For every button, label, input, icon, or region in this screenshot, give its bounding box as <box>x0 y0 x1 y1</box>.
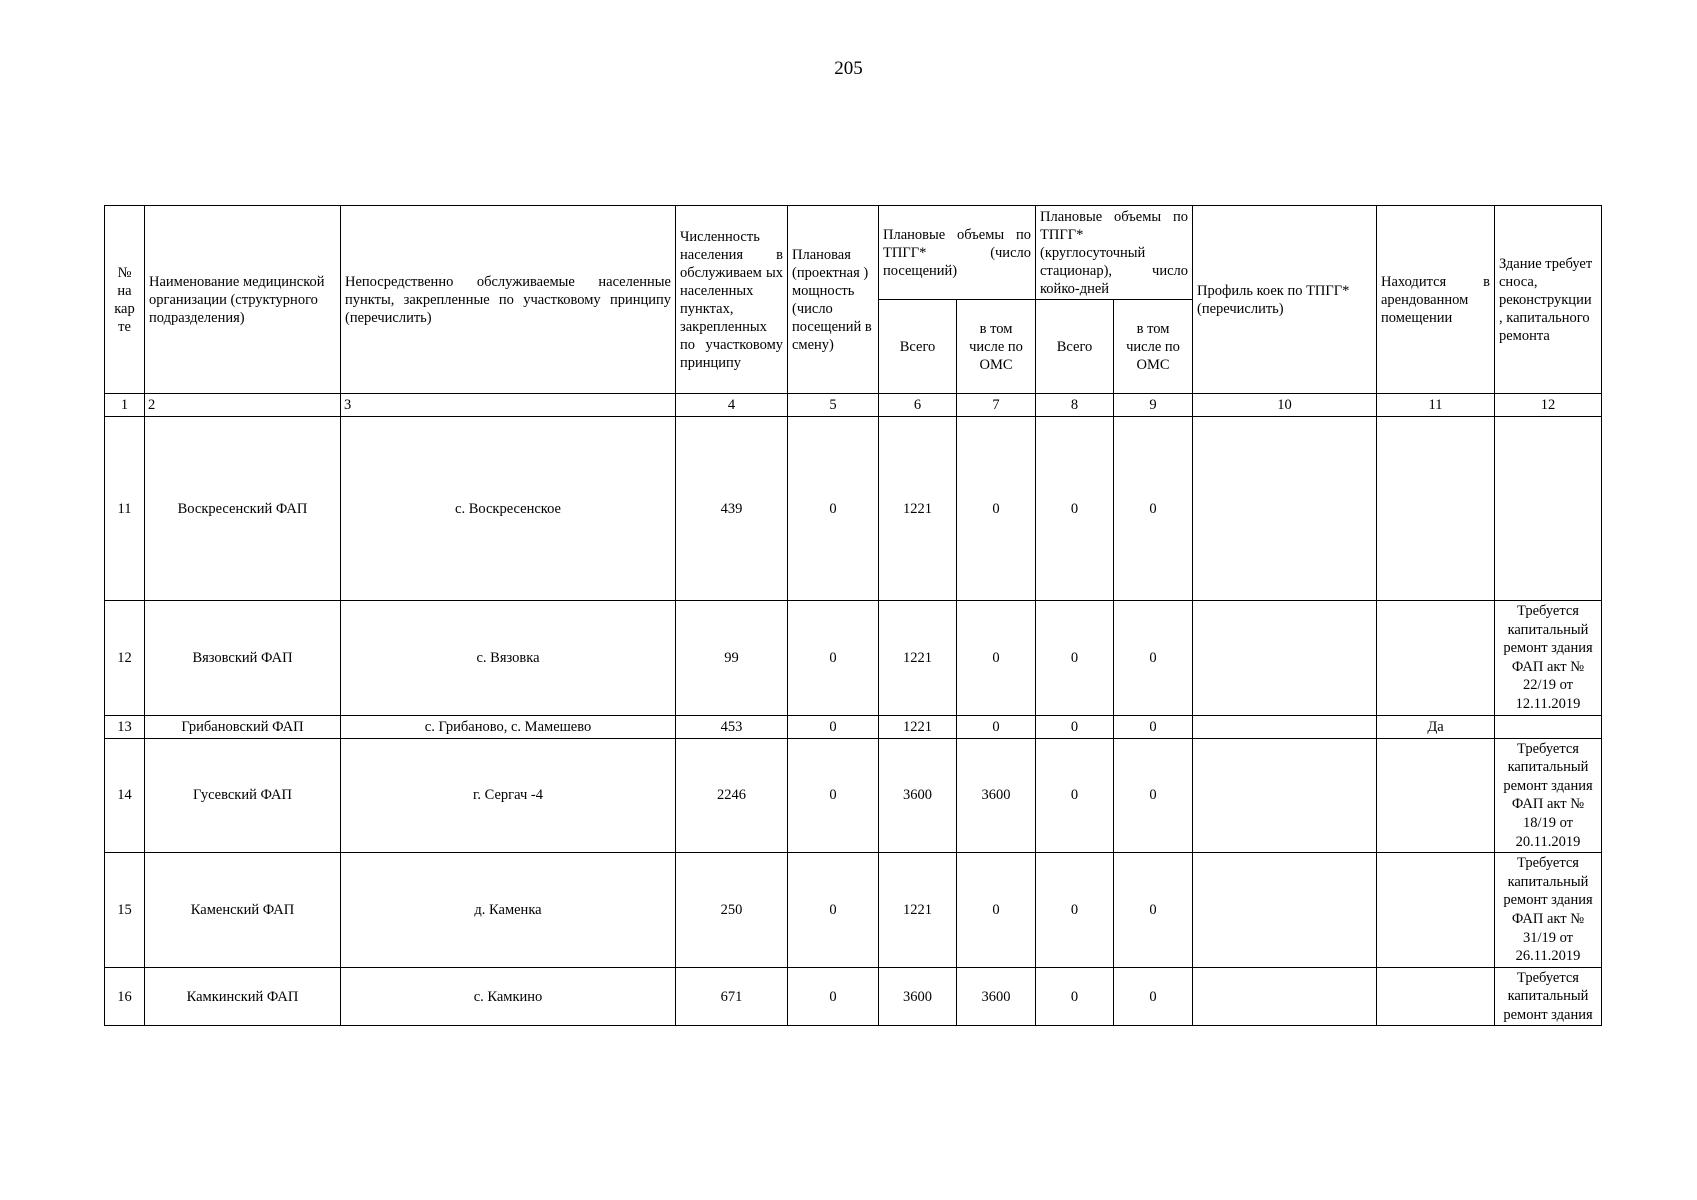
population: 2246 <box>676 738 788 853</box>
beds-oms: 0 <box>1114 601 1193 716</box>
capacity: 0 <box>788 601 879 716</box>
row-number: 14 <box>105 738 145 853</box>
header-bed-profile: Профиль коек по ТПГГ* (перечислить) <box>1193 206 1377 394</box>
organization-name: Гусевский ФАП <box>145 738 341 853</box>
bed-profile <box>1193 417 1377 601</box>
visits-oms: 0 <box>957 417 1036 601</box>
header-beds-oms: в том числе по ОМС <box>1114 300 1193 394</box>
column-number: 7 <box>957 394 1036 417</box>
visits-total: 1221 <box>879 853 957 968</box>
capacity: 0 <box>788 853 879 968</box>
visits-total: 3600 <box>879 738 957 853</box>
table-row <box>105 967 1602 1026</box>
beds-total: 0 <box>1036 601 1114 716</box>
column-number: 6 <box>879 394 957 417</box>
beds-oms: 0 <box>1114 967 1193 1026</box>
repair-note: Требуется капитальный ремонт здания <box>1495 967 1602 1026</box>
table-row <box>105 738 1602 853</box>
column-number: 1 <box>105 394 145 417</box>
visits-total: 3600 <box>879 967 957 1026</box>
column-number: 5 <box>788 394 879 417</box>
header-settlements: Непосредственно обслуживаемые населенные пункты, закрепленные по участковому принципу (перечислить) <box>341 206 676 394</box>
population: 439 <box>676 417 788 601</box>
settlements: д. Каменка <box>341 853 676 968</box>
repair-note <box>1495 417 1602 601</box>
population: 671 <box>676 967 788 1026</box>
column-number: 12 <box>1495 394 1602 417</box>
row-number: 11 <box>105 417 145 601</box>
header-map-number: № на кар те <box>105 206 145 394</box>
repair-note: Требуется капитальный ремонт здания ФАП акт № 31/19 от 26.11.2019 <box>1495 853 1602 968</box>
header-population: Численность населения в обслуживаем ых населенных пунктах, закрепленных по участковому принципу <box>676 206 788 394</box>
organization-name: Воскресенский ФАП <box>145 417 341 601</box>
column-number: 3 <box>341 394 676 417</box>
capacity: 0 <box>788 967 879 1026</box>
beds-oms: 0 <box>1114 853 1193 968</box>
column-number: 11 <box>1377 394 1495 417</box>
population: 250 <box>676 853 788 968</box>
column-number-row <box>105 394 1602 417</box>
organization-name: Грибановский ФАП <box>145 715 341 738</box>
table-row <box>105 715 1602 738</box>
header-repair: Здание требует сноса, реконструкции , капитального ремонта <box>1495 206 1602 394</box>
visits-total: 1221 <box>879 601 957 716</box>
visits-oms: 0 <box>957 601 1036 716</box>
header-visits-total: Всего <box>879 300 957 394</box>
beds-oms: 0 <box>1114 715 1193 738</box>
column-number: 8 <box>1036 394 1114 417</box>
header-capacity: Плановая (проектная ) мощность (число посещений в смену) <box>788 206 879 394</box>
organization-name: Вязовский ФАП <box>145 601 341 716</box>
table-row <box>105 853 1602 968</box>
rented <box>1377 601 1495 716</box>
row-number: 16 <box>105 967 145 1026</box>
table-row <box>105 417 1602 601</box>
column-number: 4 <box>676 394 788 417</box>
beds-total: 0 <box>1036 715 1114 738</box>
population: 99 <box>676 601 788 716</box>
bed-profile <box>1193 715 1377 738</box>
visits-total: 1221 <box>879 715 957 738</box>
settlements: с. Вязовка <box>341 601 676 716</box>
column-number: 9 <box>1114 394 1193 417</box>
facilities-table <box>104 205 1602 1026</box>
bed-profile <box>1193 853 1377 968</box>
organization-name: Каменский ФАП <box>145 853 341 968</box>
beds-total: 0 <box>1036 853 1114 968</box>
row-number: 13 <box>105 715 145 738</box>
repair-note: Требуется капитальный ремонт здания ФАП акт № 22/19 от 12.11.2019 <box>1495 601 1602 716</box>
beds-oms: 0 <box>1114 738 1193 853</box>
column-number: 10 <box>1193 394 1377 417</box>
beds-oms: 0 <box>1114 417 1193 601</box>
visits-oms: 0 <box>957 853 1036 968</box>
rented: Да <box>1377 715 1495 738</box>
visits-oms: 3600 <box>957 738 1036 853</box>
capacity: 0 <box>788 715 879 738</box>
header-row-1 <box>105 206 1602 300</box>
table-row <box>105 601 1602 716</box>
header-planned-bed-days: Плановые объемы по ТПГГ* (круглосуточный стационар), число койко-дней <box>1036 206 1193 300</box>
capacity: 0 <box>788 738 879 853</box>
settlements: г. Сергач -4 <box>341 738 676 853</box>
rented <box>1377 853 1495 968</box>
visits-oms: 3600 <box>957 967 1036 1026</box>
row-number: 12 <box>105 601 145 716</box>
rented <box>1377 417 1495 601</box>
beds-total: 0 <box>1036 967 1114 1026</box>
header-rented: Находится в арендованном помещении <box>1377 206 1495 394</box>
rented <box>1377 738 1495 853</box>
page-number: 205 <box>834 58 863 79</box>
repair-note <box>1495 715 1602 738</box>
bed-profile <box>1193 738 1377 853</box>
bed-profile <box>1193 967 1377 1026</box>
header-planned-visits: Плановые объемы по ТПГГ* (число посещений) <box>879 206 1036 300</box>
settlements: с. Камкино <box>341 967 676 1026</box>
visits-total: 1221 <box>879 417 957 601</box>
header-organization: Наименование медицинской организации (структурного подразделения) <box>145 206 341 394</box>
population: 453 <box>676 715 788 738</box>
beds-total: 0 <box>1036 738 1114 853</box>
organization-name: Камкинский ФАП <box>145 967 341 1026</box>
header-beds-total: Всего <box>1036 300 1114 394</box>
settlements: с. Воскресенское <box>341 417 676 601</box>
settlements: с. Грибаново, с. Мамешево <box>341 715 676 738</box>
header-visits-oms: в том числе по ОМС <box>957 300 1036 394</box>
column-number: 2 <box>145 394 341 417</box>
visits-oms: 0 <box>957 715 1036 738</box>
repair-note: Требуется капитальный ремонт здания ФАП акт № 18/19 от 20.11.2019 <box>1495 738 1602 853</box>
bed-profile <box>1193 601 1377 716</box>
row-number: 15 <box>105 853 145 968</box>
capacity: 0 <box>788 417 879 601</box>
beds-total: 0 <box>1036 417 1114 601</box>
rented <box>1377 967 1495 1026</box>
